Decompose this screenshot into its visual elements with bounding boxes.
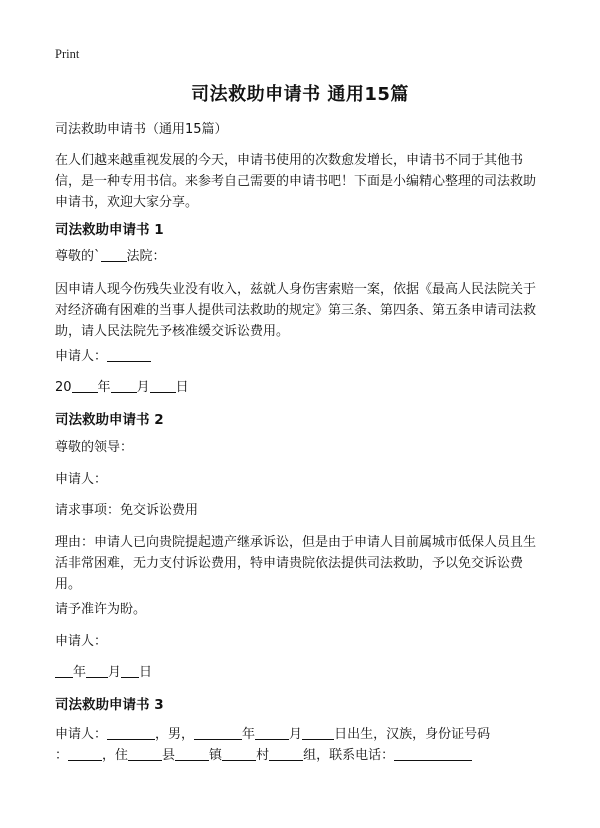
month-label: 月 bbox=[289, 727, 303, 742]
salutation-suffix: 法院： bbox=[126, 249, 166, 264]
blank-line bbox=[255, 725, 289, 740]
month-label: 月 bbox=[108, 665, 122, 680]
applicant-label: 申请人： bbox=[55, 727, 108, 742]
blank-line bbox=[107, 725, 155, 740]
year-label: 年 bbox=[242, 727, 256, 742]
village-label: 村 bbox=[256, 748, 270, 763]
blank-line bbox=[55, 663, 73, 678]
blank-line bbox=[222, 746, 256, 761]
section-2-request: 请求事项：免交诉讼费用 bbox=[55, 503, 199, 518]
blank-line bbox=[86, 663, 108, 678]
live-text: ，住 bbox=[102, 748, 129, 763]
section-2-heading: 司法救助申请书 2 bbox=[55, 412, 164, 428]
applicant-label: 申请人： bbox=[55, 349, 108, 364]
blank-line bbox=[128, 746, 162, 761]
section-2-salutation: 尊敬的领导： bbox=[55, 440, 134, 455]
section-2-applicant: 申请人： bbox=[55, 472, 108, 487]
section-2-reason: 理由：申请人已向贵院提起遗产继承诉讼，但是由于申请人目前属城市低保人员且生活非常困难，无力支付诉讼费用，特申请贵院依法提供司法救助，予以免交诉讼费用。 bbox=[55, 535, 537, 592]
doc-subtitle: 司法救助申请书（通用15篇） bbox=[55, 122, 228, 137]
section-1-heading: 司法救助申请书 1 bbox=[55, 222, 164, 238]
year-label: 年 bbox=[73, 665, 87, 680]
town-label: 镇 bbox=[209, 748, 223, 763]
blank-line bbox=[150, 378, 176, 393]
day-label: 日 bbox=[139, 665, 153, 680]
blank-line bbox=[175, 746, 209, 761]
section-2-approve: 请予准许为盼。 bbox=[55, 602, 147, 617]
salutation-prefix: 尊敬的` bbox=[55, 249, 101, 264]
group-phone-text: 组，联系电话： bbox=[303, 748, 395, 763]
intro-paragraph: 在人们越来越重视发展的今天，申请书使用的次数愈发增长，申请书不同于其他书信，是一种专用书信。来参考自己需要的申请书吧！下面是小编精心整理的司法救助申请书，欢迎大家分享。 bbox=[55, 153, 537, 210]
blank-line bbox=[121, 663, 139, 678]
blank-line bbox=[68, 746, 102, 761]
blank-line bbox=[302, 725, 334, 740]
blank-line bbox=[111, 378, 137, 393]
print-link[interactable]: Print bbox=[55, 47, 80, 61]
month-label: 月 bbox=[136, 380, 150, 395]
day-label: 日 bbox=[175, 380, 189, 395]
page-title: 司法救助申请书 通用15篇 bbox=[191, 84, 409, 105]
section-1-date bbox=[55, 377, 547, 398]
section-1-applicant bbox=[55, 346, 547, 367]
date-prefix: 20 bbox=[55, 380, 72, 395]
birth-text: 日出生，汉族，身份证号码 bbox=[334, 727, 491, 742]
section-2-applicant-sign: 申请人： bbox=[55, 634, 108, 649]
gender-text: ，男， bbox=[155, 727, 195, 742]
section-2-date bbox=[55, 662, 547, 683]
blank-line bbox=[101, 247, 127, 262]
blank-line bbox=[72, 378, 98, 393]
colon-text: ： bbox=[55, 748, 69, 763]
section-3-heading: 司法救助申请书 3 bbox=[55, 697, 164, 713]
section-1-body: 因申请人现今伤残失业没有收入，兹就人身伤害索赔一案，依据《最高人民法院关于对经济确有困难的当事人提供司法救助的规定》第三条、第四条、第五条申请司法救助，请人民法院先予核准缓交诉讼费用。 bbox=[55, 282, 537, 339]
blank-line bbox=[394, 746, 472, 761]
blank-line bbox=[194, 725, 242, 740]
section-3-applicant-info bbox=[55, 724, 547, 766]
blank-line bbox=[269, 746, 303, 761]
year-label: 年 bbox=[97, 380, 111, 395]
section-1-salutation bbox=[55, 246, 547, 267]
blank-line bbox=[107, 347, 151, 362]
county-label: 县 bbox=[162, 748, 176, 763]
